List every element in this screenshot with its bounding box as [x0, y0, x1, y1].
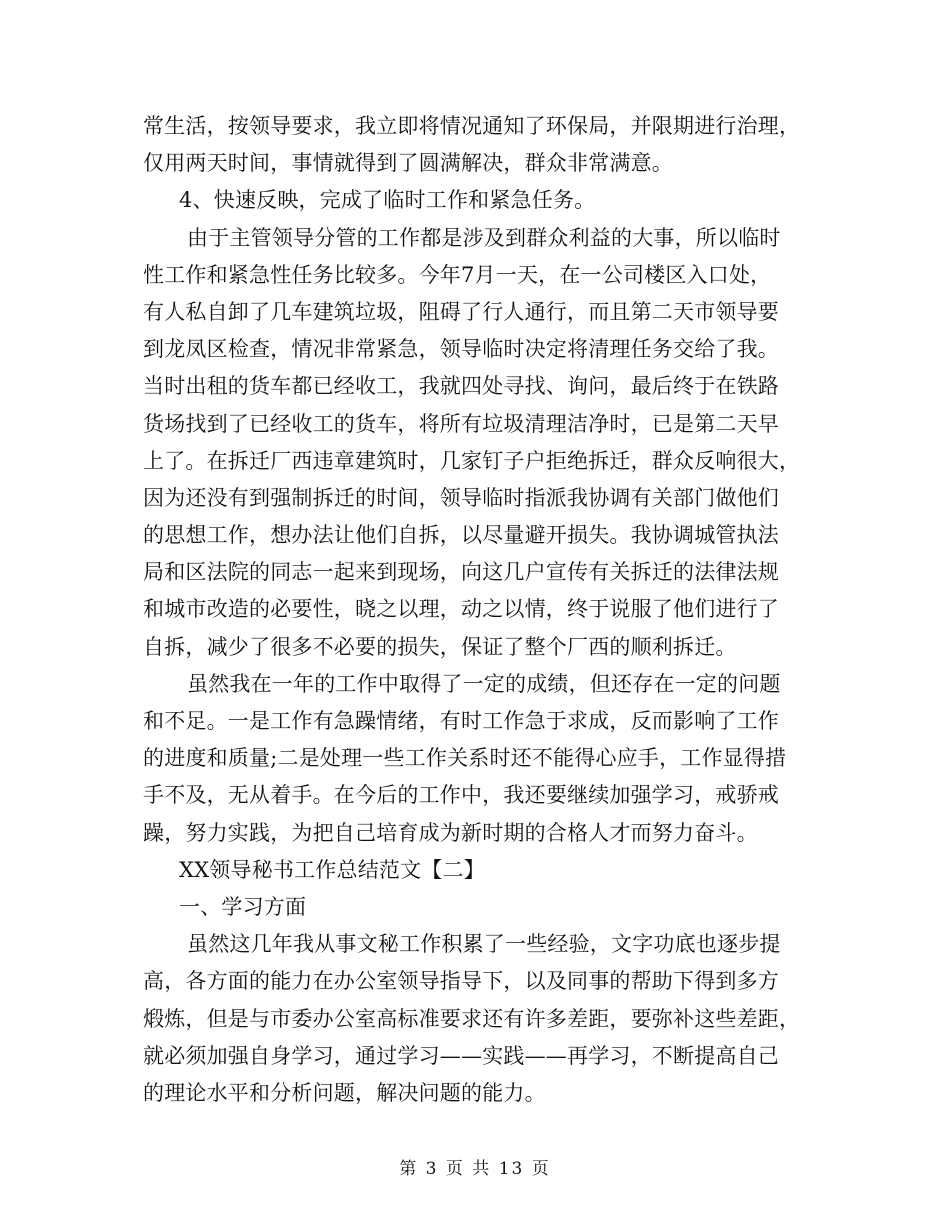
section-title [143, 852, 807, 889]
text-line: 自拆，减少了很多不必要的损失，保证了整个厂西的顺利拆迁。 [143, 634, 737, 659]
item-heading: 4、快速反映，完成了临时工作和紧急任务。 [179, 188, 596, 213]
paragraph-shortcomings [143, 666, 807, 852]
text-line: 上了。在拆迁厂西违章建筑时，几家钉子户拒绝拆迁，群众反响很大， [143, 448, 801, 473]
paragraph-urgent-tasks [143, 220, 807, 666]
page-number-footer: 第 3 页 共 13 页 [399, 1159, 551, 1179]
text-line: 的理论水平和分析问题，解决问题的能力。 [143, 1080, 546, 1105]
text-line: 煅炼，但是与市委办公室高标准要求还有许多差距，要弥补这些差距， [143, 1006, 801, 1031]
subsection-heading: 一、学习方面 [179, 894, 307, 919]
paragraph-item-4-heading [143, 182, 807, 219]
text-line: 常生活，按领导要求，我立即将情况通知了环保局，并限期进行治理， [143, 114, 801, 138]
document-body [143, 108, 807, 1112]
text-line: 的思想工作，想办法让他们自拆，以尽量避开损失。我协调城管执法 [143, 523, 779, 548]
text-line: 手不及，无从着手。在今后的工作中，我还要继续加强学习，戒骄戒 [143, 783, 779, 808]
text-line: 就必须加强自身学习，通过学习——实践——再学习，不断提高自己 [143, 1043, 779, 1068]
text-line: 和城市改造的必要性，晓之以理，动之以情，终于说服了他们进行了 [143, 597, 779, 622]
section-heading: XX领导秘书工作总结范文【二】 [179, 857, 485, 882]
paragraph-study [143, 926, 807, 1112]
text-line: 躁，努力实践，为把自己培育成为新时期的合格人才而努力奋斗。 [143, 820, 758, 845]
text-line: 当时出租的货车都已经收工，我就四处寻找、询问，最后终于在铁路 [143, 374, 779, 399]
text-line: 仅用两天时间，事情就得到了圆满解决，群众非常满意。 [143, 151, 673, 176]
text-line: 虽然我在一年的工作中取得了一定的成绩，但还存在一定的问题 [187, 671, 781, 696]
text-line: 虽然这几年我从事文秘工作积累了一些经验，文字功底也逐步提 [187, 932, 781, 957]
text-line: 的进度和质量;二是处理一些工作关系时还不能得心应手，工作显得措 [143, 746, 787, 771]
text-line: 性工作和紧急性任务比较多。今年7月一天，在一公司楼区入口处， [143, 262, 772, 287]
text-line: 局和区法院的同志一起来到现场，向这几户宣传有关拆迁的法律法规 [143, 560, 779, 585]
subsection-title [143, 889, 807, 926]
text-line: 由于主管领导分管的工作都是涉及到群众利益的大事，所以临时 [187, 225, 781, 250]
text-line: 有人私自卸了几车建筑垃圾，阻碍了行人通行，而且第二天市领导要 [143, 299, 779, 324]
text-line: 和不足。一是工作有急躁情绪，有时工作急于求成，反而影响了工作 [143, 709, 779, 733]
text-line: 高，各方面的能力在办公室领导指导下，以及同事的帮助下得到多方 [143, 969, 779, 994]
text-line: 到龙凤区检查，情况非常紧急，领导临时决定将清理任务交给了我。 [143, 337, 779, 362]
paragraph-continuation [143, 108, 807, 182]
text-line: 货场找到了已经收工的货车，将所有垃圾清理洁净时，已是第二天早 [143, 411, 779, 436]
text-line: 因为还没有到强制拆迁的时间，领导临时指派我协调有关部门做他们 [143, 485, 779, 510]
